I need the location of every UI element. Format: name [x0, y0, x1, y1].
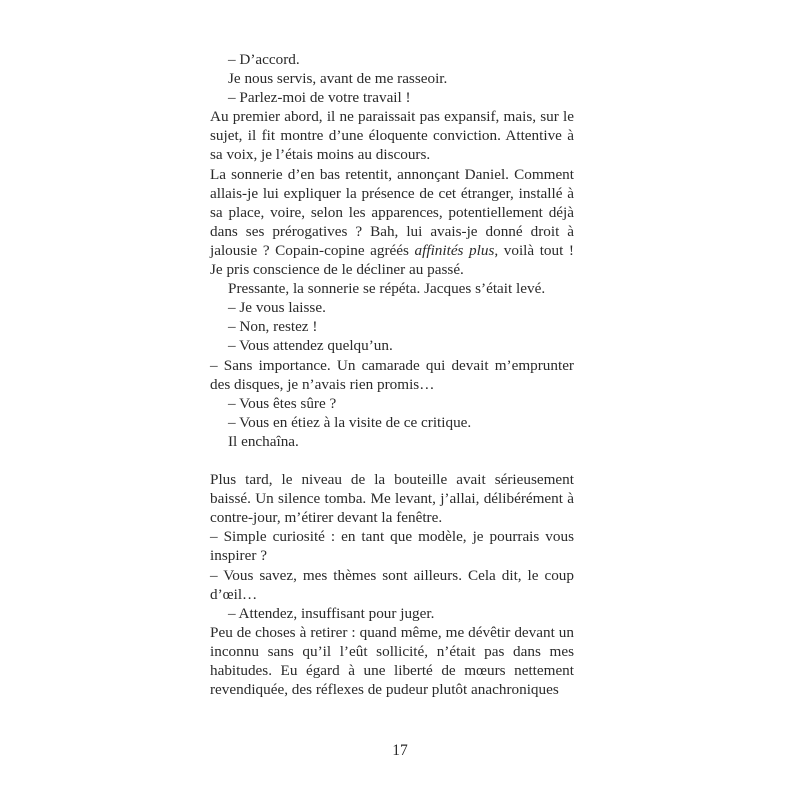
body-text [210, 50, 574, 699]
paragraph: – Attendez, insuffisant pour juger. [228, 604, 435, 622]
paragraph: Il enchaîna. [228, 432, 299, 450]
paragraph: – Vous en étiez à la visite de ce critique. [228, 413, 472, 431]
italic-phrase: affinités plus [414, 241, 495, 259]
paragraph: La sonnerie d’en bas retentit, annonçant Daniel. Comment allais-je lui expliquer la présence de cet étranger, installé à sa place, voire, selon les apparences, potentiellement déjà dans ses prérogatives ? Bah, lui avais-je donné droit à jalousie ? Copain-copine agréés affinités plus, voilà tout ! Je pris conscience de le décliner au passé. [210, 165, 574, 279]
paragraph: – Vous savez, mes thèmes sont ailleurs. Cela dit, le coup d’œil… [210, 566, 574, 603]
paragraph: – Vous attendez quelqu’un. [228, 337, 393, 355]
paragraph: – Non, restez ! [228, 318, 318, 336]
paragraph: Au premier abord, il ne paraissait pas expansif, mais, sur le sujet, il fit montre d’une éloquente conviction. Attentive à sa voix, je l’étais moins au discours. [210, 108, 574, 164]
paragraph: Je nous servis, avant de me rasseoir. [228, 70, 448, 88]
section-break [210, 451, 574, 470]
paragraph: Pressante, la sonnerie se répéta. Jacques s’était levé. [228, 280, 546, 298]
paragraph: – Parlez-moi de votre travail ! [228, 89, 411, 107]
page-number: 17 [392, 742, 408, 759]
paragraph: – Sans importance. Un camarade qui devait m’emprunter des disques, je n’avais rien promis… [210, 356, 574, 393]
paragraph: Peu de choses à retirer : quand même, me dévêtir devant un inconnu sans qu’il l’eût sollicité, n’était pas dans mes habitudes. Eu égard à une liberté de mœurs nettement revendiquée, des réflexes de pudeur plutôt anachroniques [210, 623, 574, 699]
paragraph: – Vous êtes sûre ? [228, 394, 337, 412]
paragraph: Plus tard, le niveau de la bouteille avait sérieusement baissé. Un silence tomba. Me levant, j’allai, délibérément à contre-jour, m’étirer devant la fenêtre. [210, 471, 574, 527]
paragraph: – Simple curiosité : en tant que modèle, je pourrais vous inspirer ? [210, 528, 574, 565]
paragraph: – D’accord. [228, 51, 300, 68]
paragraph: – Je vous laisse. [228, 299, 326, 317]
